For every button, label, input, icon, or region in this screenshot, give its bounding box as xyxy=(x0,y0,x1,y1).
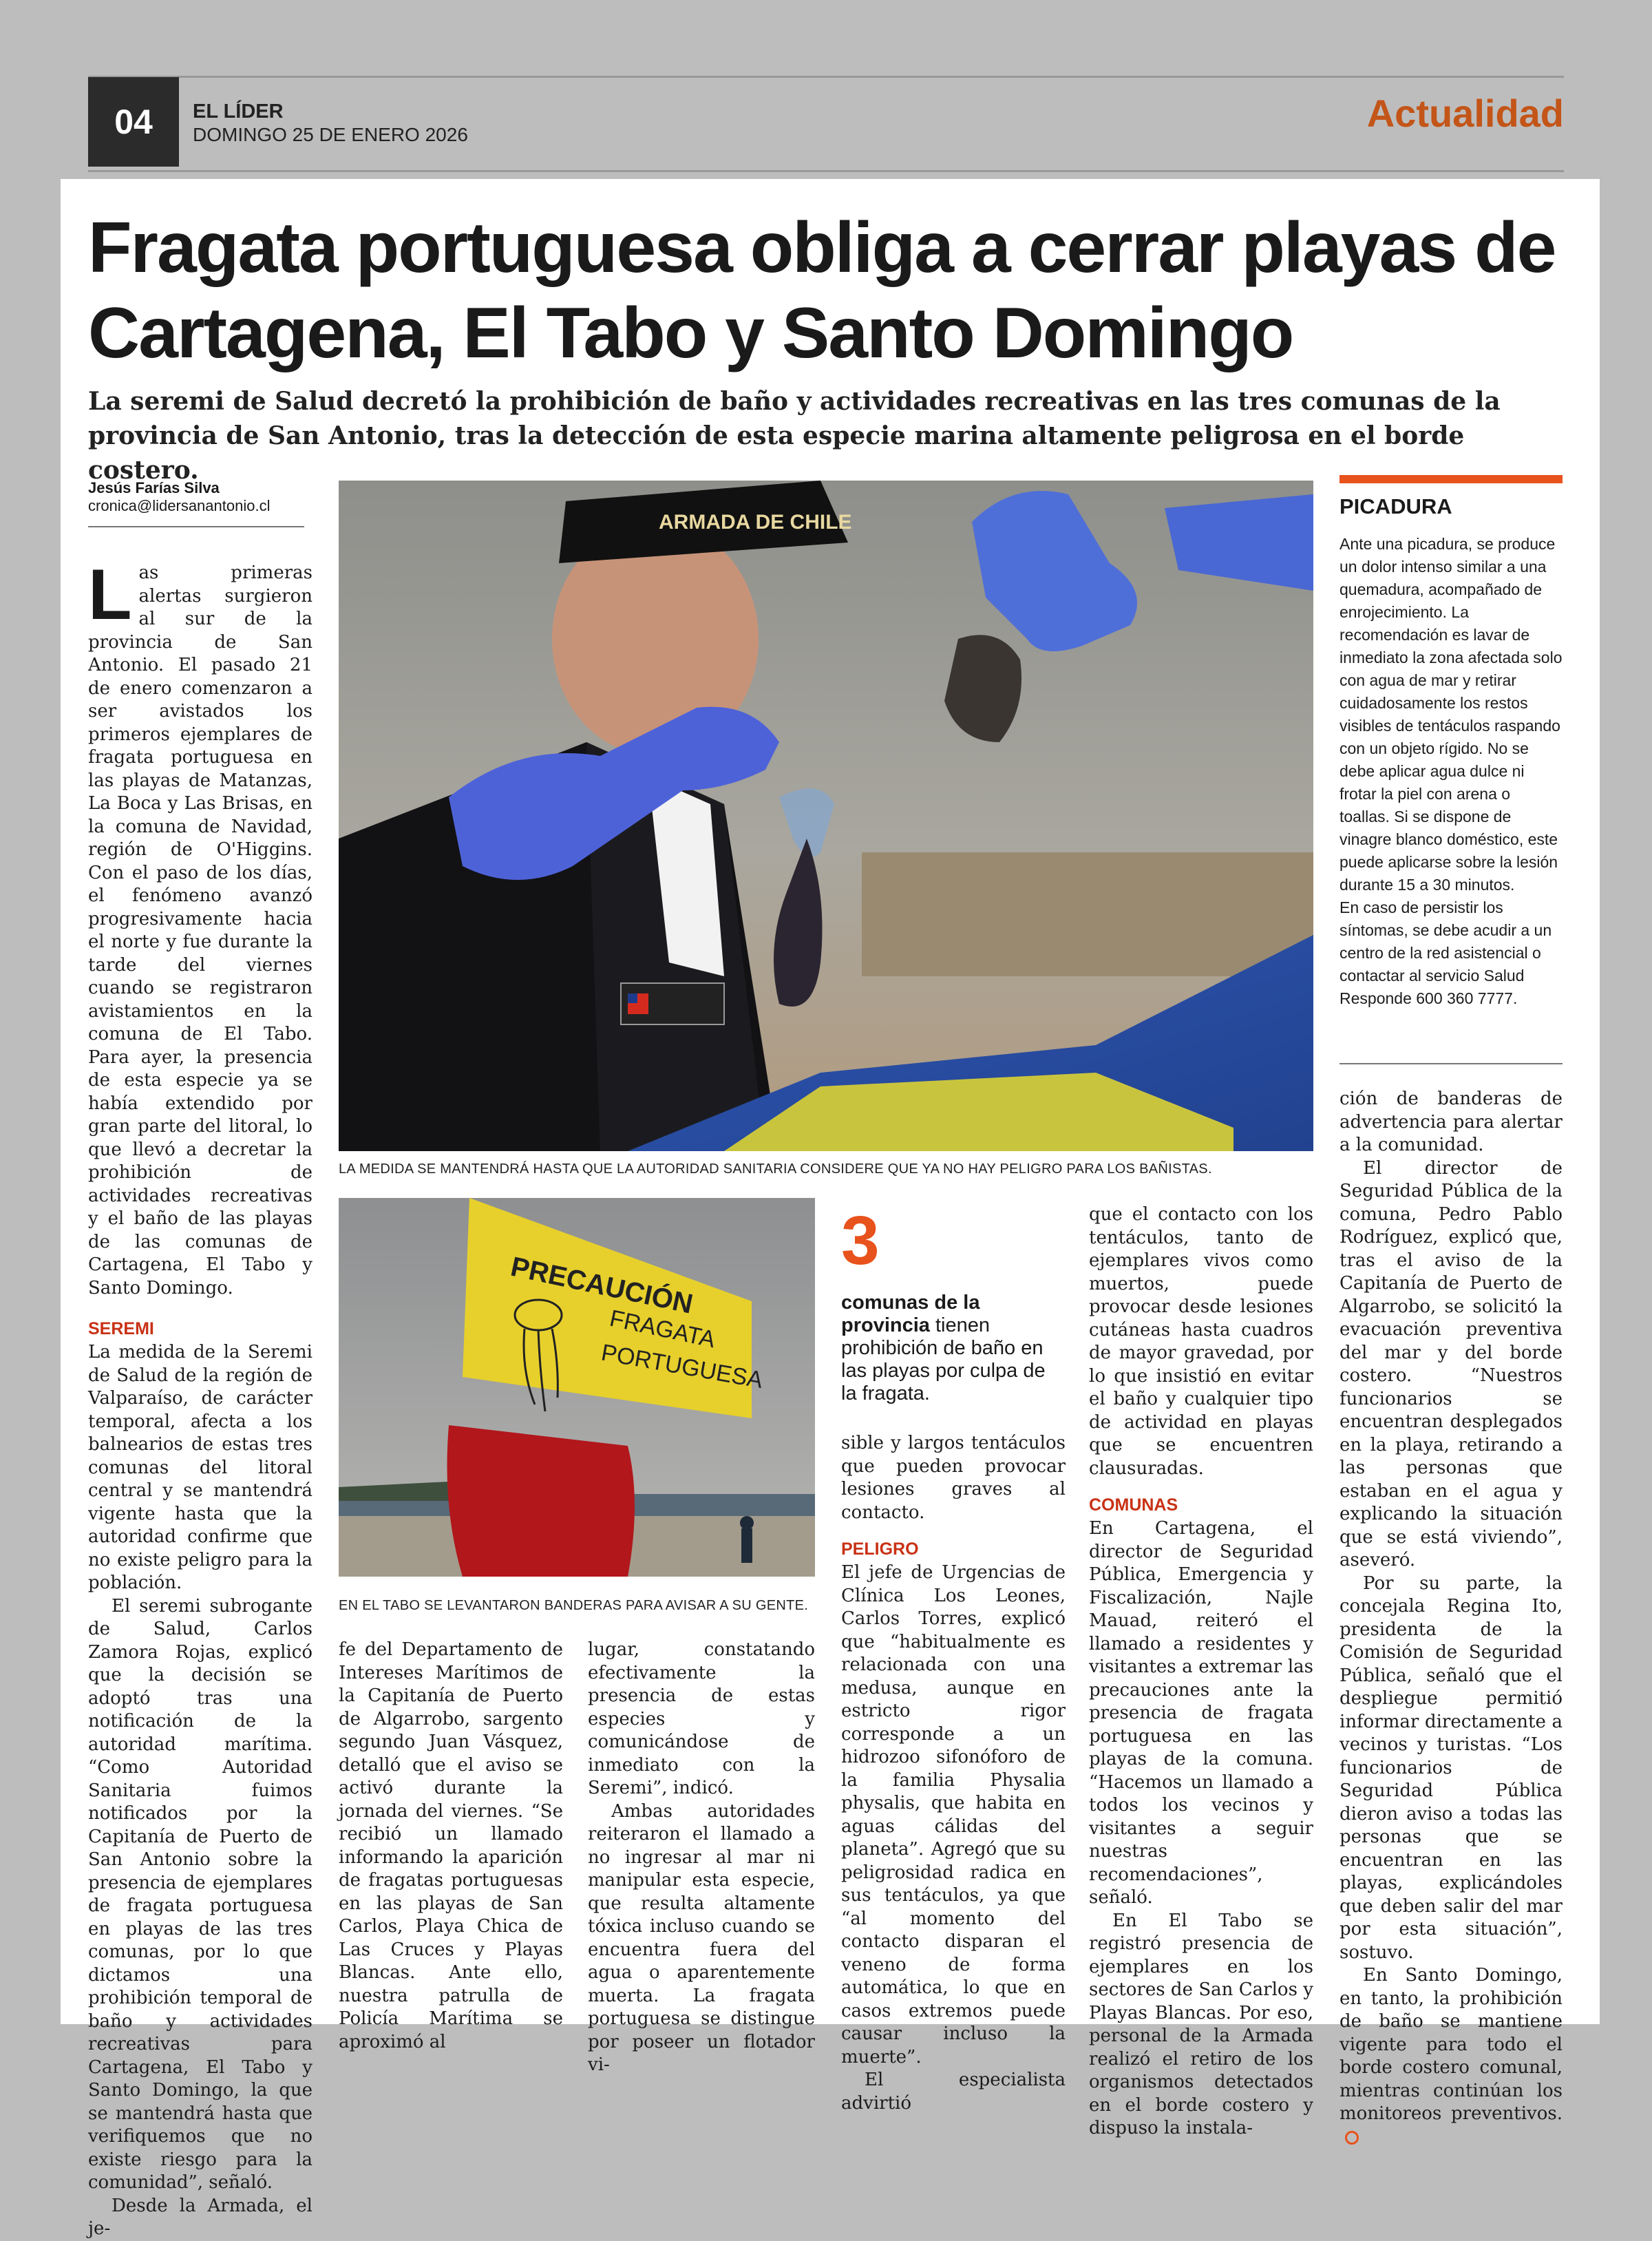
paragraph: El seremi subrogante de Salud, Carlos Zamora Rojas, explicó que la decisión se adoptó tras una notificación de la autoridad marítima. “Como Autoridad Sanitaria fuimos notificados por la Capitanía de Puerto de San Antonio sobre la presencia de ejemplares de fragata portuguesa en playas de las tres comunas, por lo que dictamos una prohibición temporal de baño y actividades recreativas para Cartagena, El Tabo y Santo Domingo, la que se mantendrá hasta que verifiquemos que no existe riesgo para la comunidad”, señaló. xyxy=(88,1595,313,2193)
author-email: cronica@lidersanantonio.cl xyxy=(88,497,271,514)
paragraph: Desde la Armada, el je- xyxy=(88,2195,313,2239)
page-number: 04 xyxy=(88,77,179,167)
stat-number: 3 xyxy=(841,1202,880,1279)
issue-date: DOMINGO 25 DE ENERO 2026 xyxy=(193,124,468,145)
stat-text xyxy=(841,1292,1060,1405)
column-1 xyxy=(88,555,313,2241)
paragraph: sible y largos tentáculos que pueden provocar lesiones graves al contacto. xyxy=(841,1433,1066,1523)
column-2 xyxy=(339,1639,563,2054)
deck: La seremi de Salud decretó la prohibición de baño y actividades recreativas en las tres comunas de la provincia de San Antonio, tras la detección de esta especie marina altamente peligrosa en el borde costero. xyxy=(88,387,1501,485)
byline-rule xyxy=(88,526,304,527)
paragraph: Ambas autoridades reiteraron el llamado a no ingresar al mar ni manipular esta especie, que resulta altamente tóxica incluso cuando se encuentra fuera del agua o aparentemente muerta. La fragata portuguesa se distingue por poseer un flotador vi- xyxy=(588,1800,815,2075)
sidebar-paragraph: En caso de persistir los síntomas, se debe acudir a un centro de la red asistencial o contactar al servicio Salud Responde 600 360 7777. xyxy=(1339,898,1552,1007)
paragraph: ción de banderas de advertencia para alertar a la comunidad. xyxy=(1339,1088,1563,1155)
sidebar-paragraph: Ante una picadura, se produce un dolor intenso similar a una quemadura, acompañado de enrojecimiento. La recomendación es lavar de inmediato la zona afectada solo con agua de mar y retirar cuidadosamente los restos visibles de tentáculos raspando con un objeto rígido. No se debe aplicar agua dulce ni frotar la piel con arena o toallas. Si se dispone de vinagre blanco doméstico, este puede aplicarse sobre la lesión durante 15 a 30 minutos. xyxy=(1339,535,1563,894)
intro-paragraph xyxy=(88,555,313,1300)
photo-navy-officer xyxy=(339,481,1313,1151)
column-4 xyxy=(841,1432,1066,2115)
sidebar-body xyxy=(1339,533,1563,1010)
sidebar-accent-bar xyxy=(1339,475,1563,483)
section-title: Actualidad xyxy=(1366,92,1564,135)
column-3 xyxy=(588,1639,815,2077)
paragraph: En Cartagena, el director de Seguridad Pública, Emergencia y Fiscalización, Najle Mauad, reiteró el llamado a residentes y visitantes a extremar las precauciones ante la presencia de fragata portuguesa en las playas de la comuna. “Hacemos un llamado a todos los vecinos y visitantes a seguir nuestras recomendaciones”, señaló. xyxy=(1089,1518,1313,1908)
paragraph: El especialista advirtió xyxy=(841,2070,1066,2114)
paragraph xyxy=(1339,1964,1563,2149)
headline: Fragata portuguesa obliga a cerrar playas de Cartagena, El Tabo y Santo Domingo xyxy=(88,208,1556,373)
sidebar-rule xyxy=(1339,1063,1563,1064)
photo2-caption: EN EL TABO SE LEVANTARON BANDERAS PARA AVISAR A SU GENTE. xyxy=(339,1598,809,1613)
paragraph: Por su parte, la concejala Regina Ito, presidenta de la Comisión de Seguridad Pública, señaló que el despliegue permitió informar directamente a vecinos y turistas. “Los funcionarios de Seguridad Pública dieron aviso a todas las personas que se encuentran en las playas, explicándoles que deben salir del mar por esta situación”, sostuvo. xyxy=(1339,1572,1563,1963)
subhead-peligro: PELIGRO xyxy=(841,1539,919,1559)
stat-rest: tienen prohibición de baño en las playas por culpa de la fragata. xyxy=(841,1314,1046,1404)
photo-navy-officer-image xyxy=(339,481,1313,1151)
photo-warning-flag xyxy=(339,1198,815,1577)
paper-name: EL LÍDER xyxy=(193,101,284,123)
drop-cap: L xyxy=(88,555,132,635)
flag-text-1: PRECAUCIÓN xyxy=(508,1251,696,1320)
paragraph: que el contacto con los tentáculos, tanto de ejemplares vivos como muertos, puede provocar desde lesiones cutáneas hasta cuadros de mayor gravedad, por lo que insistió en evitar el baño y cualquier tipo de actividad en playas que se encuentren clausuradas. xyxy=(1089,1204,1313,1479)
column-6 xyxy=(1339,1088,1563,2149)
subhead-seremi: SEREMI xyxy=(88,1319,154,1338)
paragraph: El jefe de Urgencias de Clínica Los Leones, Carlos Torres, explicó que “habitualmente es relacionada con una medusa, aunque en estricto rigor corresponde a un hidrozoo sifonóforo de la familia Physalia physalis, que habita en aguas cálidas del planeta”. Agregó que su peligrosidad radica en sus tentáculos, ya que “al momento del contacto disparan el veneno de forma automática, lo que en casos extremos puede causar incluso la muerte”. xyxy=(841,1562,1066,2068)
flag-text-3: PORTUGUESA xyxy=(599,1339,765,1394)
photo1-caption: LA MEDIDA SE MANTENDRÁ HASTA QUE LA AUTORIDAD SANITARIA CONSIDERE QUE YA NO HAY PELIGRO PARA LOS BAÑISTAS. xyxy=(339,1161,1212,1177)
column-5 xyxy=(1089,1203,1313,2140)
subhead-comunas: COMUNAS xyxy=(1089,1495,1178,1515)
paragraph: lugar, constatando efectivamente la presencia de estas especies y comunicándose de inmediato con la Seremi”, indicó. xyxy=(588,1639,815,1798)
final-paragraph-text: En Santo Domingo, en tanto, la prohibición de baño se mantiene vigente para todo el borde costero comunal, mientras continúan los monitoreos preventivos. xyxy=(1339,1965,1563,2124)
cap-band-text: ARMADA DE CHILE xyxy=(659,511,852,534)
sidebar-picadura xyxy=(1339,475,1563,1010)
paragraph: El director de Seguridad Pública de la comuna, Pedro Pablo Rodríguez, explicó que, tras el aviso de la Capitanía de Puerto de Algarrobo, se solicitó la evacuación preventiva del mar y del borde costero. “Nuestros funcionarios se encuentran desplegados en la playa, retirando a las personas que estaban en el agua y explicando la situación que se está viviendo”, aseveró. xyxy=(1339,1157,1563,1570)
paragraph: fe del Departamento de Intereses Marítimos de la Capitanía de Puerto de Algarrobo, sargento segundo Juan Vásquez, detalló que el aviso se activó durante la jornada del viernes. “Se recibió un llamado informando la aparición de fragatas portuguesas en las playas de San Carlos, Playa Chica de Las Cruces y Playas Blancas. Ante ello, nuestra patrulla de Policía Marítima se aproximó al xyxy=(339,1639,563,2052)
intro-text: as primeras alertas surgieron al sur de la provincia de San Antonio. El pasado 21 de enero comenzaron a ser avistados los primeros ejemplares de fragata portuguesa en las playas de Matanzas, La Boca y Las Brisas, en la comuna de Navidad, región de O'Higgins. Con el paso de los días, el fenómeno avanzó progresivamente hacia el norte y fue durante la tarde del viernes cuando se registraron avistamientos en la comuna de El Tabo. Para ayer, la presencia de esta especie ya se había extendido por gran parte del litoral, lo que llevó a decretar la prohibición de actividades recreativas y el baño de las playas de las comunas de Cartagena, El Tabo y Santo Domingo. xyxy=(88,562,313,1298)
paragraph: La medida de la Seremi de Salud de la región de Valparaíso, de carácter temporal, afecta a los balnearios de estas tres comunas del litoral central y se mantendrá vigente hasta que la autoridad confirme que no existe peligro para la población. xyxy=(88,1342,313,1593)
paragraph: En El Tabo se registró presencia de ejemplares en los sectores de San Carlos y Playas Blancas. Por eso, personal de la Armada realizó el retiro de los organismos detectados en el borde costero y dispuso la instala- xyxy=(1089,1910,1313,2138)
end-of-article-icon xyxy=(1345,2131,1359,2145)
author: Jesús Farías Silva xyxy=(88,479,220,496)
photo-warning-flag-image xyxy=(339,1198,815,1577)
sidebar-title: PICADURA xyxy=(1339,494,1452,518)
flag-text-2: FRAGATA xyxy=(607,1305,718,1354)
stat-bold: comunas de la provincia xyxy=(841,1292,980,1336)
